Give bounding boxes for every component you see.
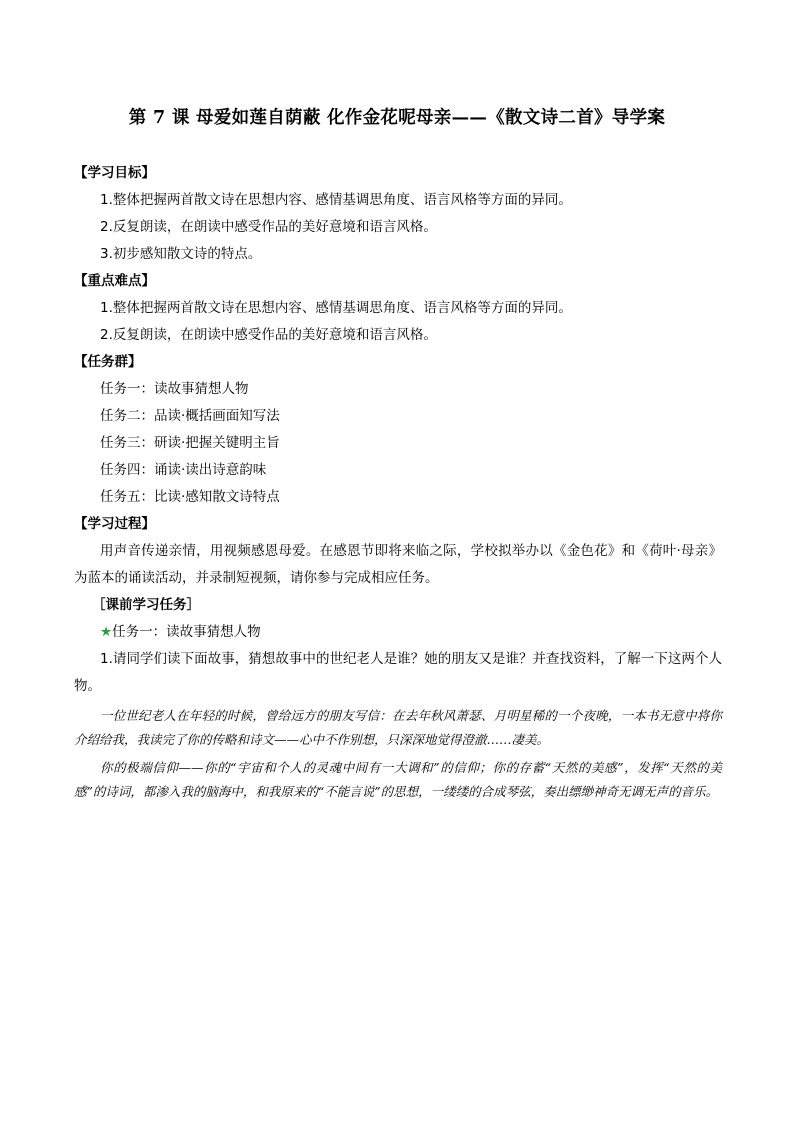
process-heading: 【学习过程】 bbox=[74, 516, 155, 532]
task-item: 任务五：比读·感知散文诗特点 bbox=[100, 489, 280, 505]
goals-heading: 【学习目标】 bbox=[74, 165, 155, 181]
goal-item: 3.初步感知散文诗的特点。 bbox=[100, 246, 262, 262]
keypoints-heading: 【重点难点】 bbox=[74, 273, 155, 289]
pre-class-heading: ［课前学习任务］ bbox=[92, 597, 200, 613]
task1-line bbox=[74, 619, 722, 646]
document-body bbox=[74, 160, 722, 804]
goal-item: 2.反复朗读，在朗读中感受作品的美好意境和语言风格。 bbox=[100, 219, 437, 235]
star-icon: ★ bbox=[100, 624, 113, 640]
task1-question: 1.请同学们读下面故事，猜想故事中的世纪老人是谁？她的朋友又是谁？并查找资料，了解一下这两个人物。 bbox=[74, 651, 722, 694]
story-quote-1: 一位世纪老人在年轻的时候，曾给远方的朋友写信：在去年秋风萧瑟、月明星稀的一个夜晚，一本书无意中将你介绍给我，我读完了你的传略和诗文——心中不作别想，只深深地觉得澄澈……凄美。 bbox=[74, 708, 722, 747]
process-intro: 用声音传递亲情，用视频感恩母爱。在感恩节即将来临之际，学校拟举办以《金色花》和《荷叶·母亲》为蓝本的诵读活动，并录制短视频，请你参与完成相应任务。 bbox=[74, 543, 722, 586]
tasks-heading: 【任务群】 bbox=[74, 354, 142, 370]
task-item: 任务一：读故事猜想人物 bbox=[100, 381, 249, 397]
page-title: 第 7 课 母爱如莲自荫蔽 化作金花呢母亲——《散文诗二首》导学案 bbox=[128, 108, 666, 128]
story-quote-2: 你的极端信仰——你的“宇宙和个人的灵魂中间有一大调和”的信仰；你的存蓄“天然的美感”，发挥“天然的美感”的诗词，都渗入我的脑海中，和我原来的“不能言说”的思想，一缕缕的合成琴弦，奏出缥缈神奇无调无声的音乐。 bbox=[74, 760, 722, 799]
goal-item: 1.整体把握两首散文诗在思想内容、感情基调思角度、语言风格等方面的异同。 bbox=[100, 192, 572, 208]
task-item: 任务二：品读·概括画面知写法 bbox=[100, 408, 280, 424]
keypoint-item: 1.整体把握两首散文诗在思想内容、感情基调思角度、语言风格等方面的异同。 bbox=[100, 300, 572, 316]
task1-label: 任务一：读故事猜想人物 bbox=[112, 624, 261, 640]
keypoint-item: 2.反复朗读，在朗读中感受作品的美好意境和语言风格。 bbox=[100, 327, 437, 343]
task-item: 任务四：诵读·读出诗意韵味 bbox=[100, 462, 267, 478]
task-item: 任务三：研读·把握关键明主旨 bbox=[100, 435, 280, 451]
